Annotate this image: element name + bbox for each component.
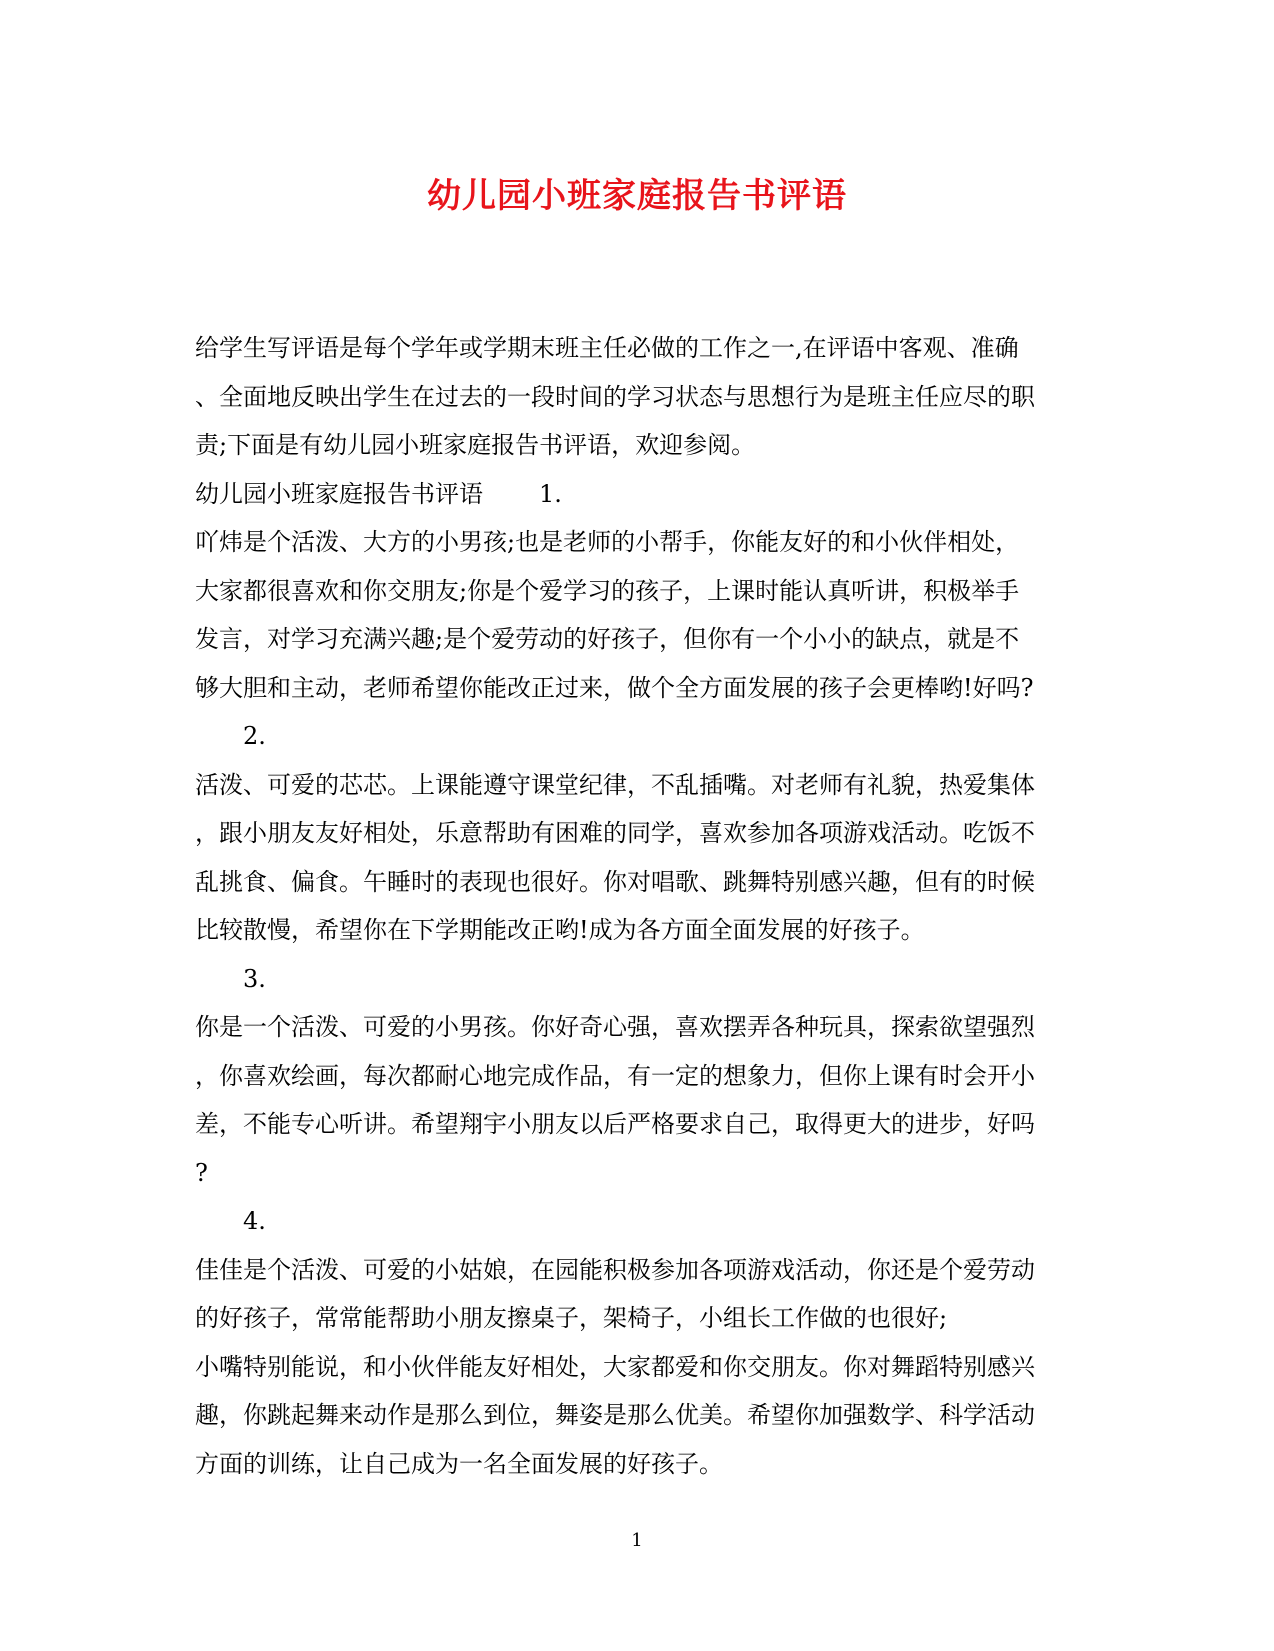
entry-line: ?	[195, 1158, 208, 1187]
entry-paragraph	[195, 1003, 1075, 1197]
entry-line: 差，不能专心听讲。希望翔宇小朋友以后严格要求自己，取得更大的进步，好吗	[195, 1110, 1035, 1138]
entry-number: 2.	[243, 722, 266, 750]
entry-number: 3.	[243, 964, 266, 993]
entry-line: 佳佳是个活泼、可爱的小姑娘，在园能积极参加各项游戏活动，你还是个爱劳动	[195, 1255, 1035, 1284]
entry-number-line	[195, 1197, 1075, 1246]
subheading-text: 幼儿园小班家庭报告书评语	[195, 479, 483, 508]
intro-line: 给学生写评语是每个学年或学期末班主任必做的工作之一,在评语中客观、准确	[195, 334, 1019, 362]
entry-line: ，你喜欢绘画，每次都耐心地完成作品，有一定的想象力，但你上课有时会开小	[195, 1061, 1035, 1090]
entry-paragraph	[195, 518, 1075, 712]
entry-number: 4.	[243, 1207, 266, 1235]
entry-line: 你是一个活泼、可爱的小男孩。你好奇心强，喜欢摆弄各种玩具，探索欲望强烈	[195, 1013, 1035, 1041]
intro-line: 责;下面是有幼儿园小班家庭报告书评语，欢迎参阅。	[195, 431, 756, 459]
entry-line: 吖炜是个活泼、大方的小男孩;也是老师的小帮手，你能友好的和小伙伴相处，	[195, 528, 1020, 556]
entry-number-line	[195, 712, 1075, 761]
entry-line: 发言，对学习充满兴趣;是个爱劳动的好孩子，但你有一个小小的缺点，就是不	[195, 625, 1020, 653]
entry-line: 活泼、可爱的芯芯。上课能遵守课堂纪律，不乱插嘴。对老师有礼貌，热爱集体	[195, 770, 1035, 799]
entry-line: 够大胆和主动，老师希望你能改正过来，做个全方面发展的孩子会更棒哟!好吗?	[195, 673, 1034, 702]
entry-line: 比较散慢，希望你在下学期能改正哟!成为各方面全面发展的好孩子。	[195, 916, 925, 944]
entry-number-line	[195, 955, 1075, 1004]
entry-line: 乱挑食、偏食。午睡时的表现也很好。你对唱歌、跳舞特别感兴趣，但有的时候	[195, 867, 1035, 896]
entry-paragraph	[195, 761, 1075, 955]
page-number: 1	[631, 1530, 643, 1551]
intro-paragraph	[195, 324, 1075, 470]
document-title: 幼儿园小班家庭报告书评语	[427, 176, 847, 216]
entry-line: ，跟小朋友友好相处，乐意帮助有困难的同学，喜欢参加各项游戏活动。吃饭不	[195, 819, 1035, 847]
entry-number: 1.	[539, 479, 562, 508]
section-subheading	[195, 470, 1075, 519]
entry-line: 方面的训练，让自己成为一名全面发展的好孩子。	[195, 1449, 723, 1478]
entry-line: 趣，你跳起舞来动作是那么到位，舞姿是那么优美。希望你加强数学、科学活动	[195, 1401, 1035, 1429]
document-body	[195, 324, 1075, 1488]
entry-line: 大家都很喜欢和你交朋友;你是个爱学习的孩子，上课时能认真听讲，积极举手	[195, 576, 1020, 605]
entry-paragraph	[195, 1246, 1075, 1489]
entry-line: 的好孩子，常常能帮助小朋友擦桌子，架椅子，小组长工作做的也很好;	[195, 1304, 948, 1332]
entry-line: 小嘴特别能说，和小伙伴能友好相处，大家都爱和你交朋友。你对舞蹈特别感兴	[195, 1352, 1035, 1381]
intro-line: 、全面地反映出学生在过去的一段时间的学习状态与思想行为是班主任应尽的职	[195, 382, 1035, 411]
